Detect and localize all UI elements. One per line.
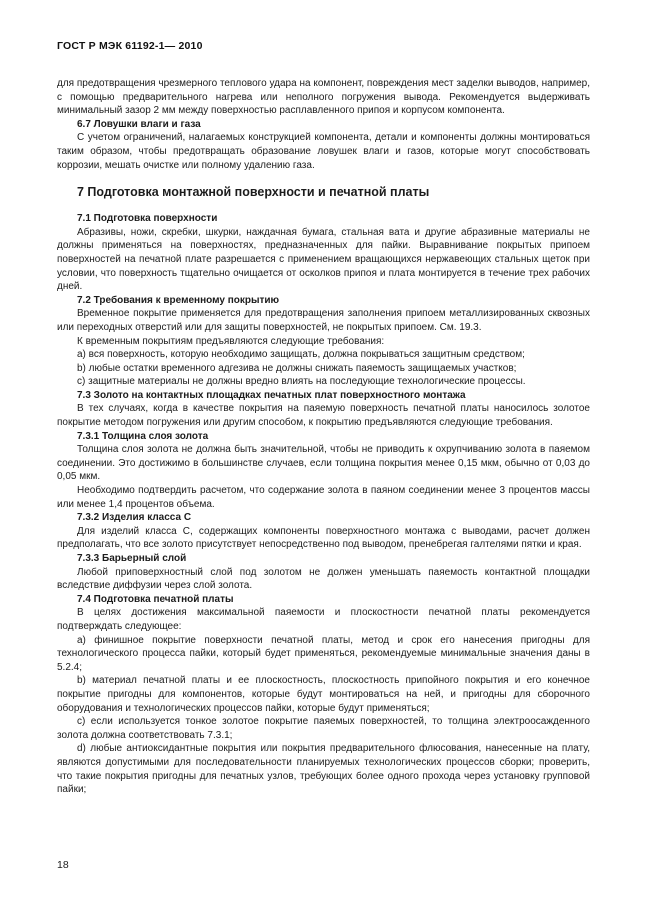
paragraph: К временным покрытиям предъявляются следующие требования: [77, 335, 385, 347]
subsection-heading: 7.3.1 Толщина слоя золота [77, 430, 209, 442]
paragraph: b) любые остатки временного адгезива не должны снижать паяемость защищаемых участков; [77, 362, 517, 374]
subsection-heading: 7.3.2 Изделия класса С [77, 512, 192, 524]
paragraph: c) защитные материалы не должны вредно влиять на последующие технологические процессы. [77, 376, 526, 388]
standard-number: ГОСТ Р МЭК 61192-1— 2010 [57, 40, 203, 52]
page-number: 18 [57, 859, 69, 871]
paragraph: Любой приповерхностный слой под золотом не должен уменьшать паяемость контактной площадки вследствие диффузии через слой золота. [57, 566, 590, 592]
subsection-heading: 7.2 Требования к временному покрытию [77, 294, 280, 306]
document-header [57, 40, 203, 52]
paragraph: В тех случаях, когда в качестве покрытия на паяемую поверхность печатной платы наносилось золотое покрытие методом погружения или другим способом, к покрытию предъявляются следующие требования. [57, 403, 590, 429]
paragraph: С учетом ограничений, налагаемых конструкцией компонента, детали и компоненты должны монтироваться таким образом, чтобы предотвращать образование ловушек влаги и газов, которые могут способствовать коррозии, мешать очистке или полному удалению газа. [57, 132, 590, 171]
paragraph: Для изделий класса С, содержащих компоненты поверхностного монтажа с выводами, расчет должен предполагать, что все золото присутствует непосредственно под выводом, пренебрегая галтелями пятки и края. [57, 525, 590, 551]
subsection-heading: 7.4 Подготовка печатной платы [77, 593, 234, 605]
paragraph: Необходимо подтвердить расчетом, что содержание золота в паяном соединении менее 3 процентов массы или менее 1,4 процентов объема. [57, 485, 590, 510]
paragraph: a) финишное покрытие поверхности печатной платы, метод и срок его нанесения пригодны для технологического процесса пайки, который будет применяться, рекомендуемые минимальные значения даны в 5.2.4; [57, 634, 590, 673]
subsection-heading: 6.7 Ловушки влаги и газа [77, 118, 201, 130]
paragraph: b) материал печатной платы и ее плоскостность, плоскостность припойного покрытия и его конечное покрытие пригодны для компонентов, которые будут монтироваться на ней, и пригодны для сборочного оборудования и технологических процессов пайки, которые будут применяться; [57, 675, 590, 714]
paragraph: a) вся поверхность, которую необходимо защищать, должна покрываться защитным средством; [77, 349, 525, 361]
document-body [57, 77, 590, 797]
paragraph: d) любые антиоксидантные покрытия или покрытия предварительного флюсования, нанесенные на плату, являются допустимыми для последовательности планируемых технологических процессов сборки; проверить, что такие покрытия пригодны для печатных узлов, требующих более одного прохода через установку групповой пайки; [57, 743, 590, 796]
section-heading: 7 Подготовка монтажной поверхности и печатной платы [77, 185, 430, 200]
paragraph: c) если используется тонкое золотое покрытие паяемых поверхностей, то толщина электроосажденного золота должна соответствовать 7.3.1; [57, 716, 590, 741]
subsection-heading: 7.1 Подготовка поверхности [77, 213, 218, 225]
subsection-heading: 7.3.3 Барьерный слой [77, 553, 187, 564]
subsection-heading: 7.3 Золото на контактных площадках печатных плат поверхностного монтажа [77, 389, 466, 401]
paragraph: для предотвращения чрезмерного теплового удара на компонент, повреждения мест заделки выводов, например, с помощью предварительного нагрева или неполного погружения вывода. Рекомендуется выдерживать минимальный зазор 2 мм между поверхностью расплавленного припоя и корпусом компонента. [57, 78, 590, 117]
paragraph: В целях достижения максимальной паяемости и плоскостности печатной платы рекомендуется подтверждать следующее: [57, 607, 590, 632]
paragraph: Абразивы, ножи, скребки, шкурки, наждачная бумага, стальная вата и другие абразивные материалы не должны применяться на поверхностях, предназначенных для пайки. Выравнивание покрытых припоем поверхностей на печатной плате разрешается с применением вращающихся нержавеющих стальных щеток при условии, что поверхность тщательно очищается от осколков припоя и плата монтируется в течение трех рабочих дней. [57, 226, 590, 293]
paragraph: Временное покрытие применяется для предотвращения заполнения припоем металлизированных сквозных или переходных отверстий или для защиты поверхностей, не покрытых припоем. См. 19.3. [57, 308, 590, 333]
paragraph: Толщина слоя золота не должна быть значительной, чтобы не приводить к охрупчиванию золота в паяемом соединении. Это достижимо в большинстве случаев, если толщина покрытия менее 0,15 мкм, обычно от 0,03 до 0,05 мкм. [57, 444, 590, 483]
